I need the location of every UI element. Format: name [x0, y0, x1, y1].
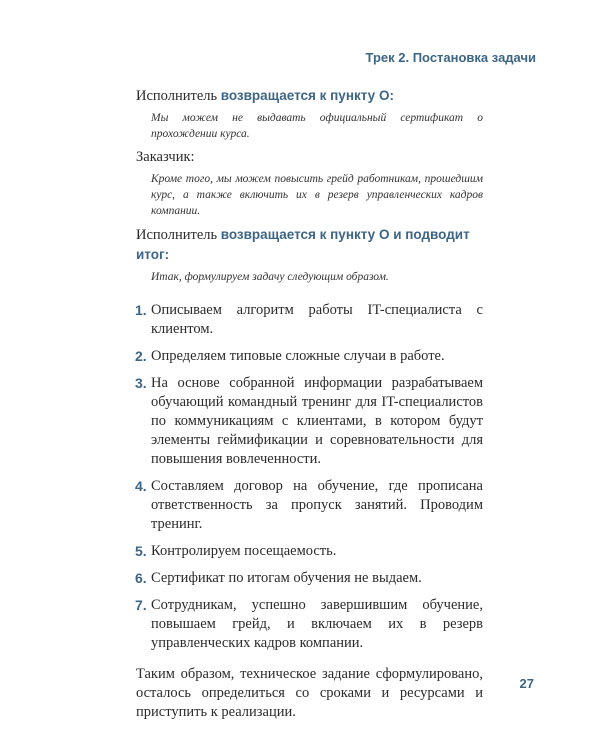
- list-item: [118, 542, 483, 561]
- list-item: [118, 347, 483, 366]
- list-number: 4.: [135, 478, 147, 494]
- list-item: [118, 596, 483, 653]
- list-text: Составляем договор на обучение, где прописана ответственность за пропуск занятий. Проводим тренинг.: [151, 478, 483, 532]
- list-item: [118, 301, 483, 339]
- list-text: На основе собранной информации разрабатываем обучающий командный тренинг для IT-специалистов по коммуникациям с клиентами, в котором будут элементы геймификации и соревновательности для повышения вовлеченности.: [151, 375, 483, 467]
- list-item: [118, 569, 483, 588]
- quote-2: Кроме того, мы можем повысить грейд работникам, прошедшим курс, а также включить их в резерв управленческих кадров компании.: [151, 173, 483, 217]
- paragraph-customer: [118, 148, 483, 167]
- list-number: 1.: [135, 302, 147, 318]
- accent-phrase: возвращается к пункту О и подводит итог:: [136, 227, 470, 262]
- page-body: [118, 86, 483, 737]
- list-item: [118, 477, 483, 534]
- list-text: Определяем типовые сложные случаи в работе.: [151, 348, 445, 364]
- list-number: 6.: [135, 570, 147, 586]
- list-text: Сотрудникам, успешно завершившим обучение, повышаем грейд, и включаем их в резерв управленческих кадров компании.: [151, 597, 483, 651]
- quote-1: Мы можем не выдавать официальный сертификат о прохождении курса.: [151, 112, 483, 140]
- list-text: Описываем алгоритм работы IT-специалиста с клиентом.: [151, 302, 483, 337]
- accent-phrase: возвращается к пункту О:: [220, 88, 394, 103]
- quote-3: Итак, формулируем задачу следующим образом.: [151, 271, 389, 283]
- page-number: 27: [519, 676, 534, 691]
- paragraph-executor-2: [118, 225, 483, 265]
- speaker-label: Исполнитель: [136, 88, 221, 104]
- list-number: 7.: [135, 597, 147, 613]
- task-list: [118, 301, 483, 653]
- list-number: 3.: [135, 375, 147, 391]
- list-text: Контролируем посещаемость.: [151, 543, 337, 559]
- closing-paragraph: Таким образом, техническое задание сформулировано, осталось определиться со сроками и ресурсами и приступить к реализации.: [136, 666, 483, 720]
- speaker-label: Заказчик:: [136, 149, 195, 165]
- running-header: Трек 2. Постановка задачи: [365, 50, 536, 65]
- list-text: Сертификат по итогам обучения не выдаем.: [151, 570, 422, 586]
- speaker-label: Исполнитель: [136, 227, 221, 243]
- list-item: [118, 374, 483, 469]
- paragraph-executor-1: [118, 86, 483, 106]
- list-number: 2.: [135, 348, 147, 364]
- list-number: 5.: [135, 543, 147, 559]
